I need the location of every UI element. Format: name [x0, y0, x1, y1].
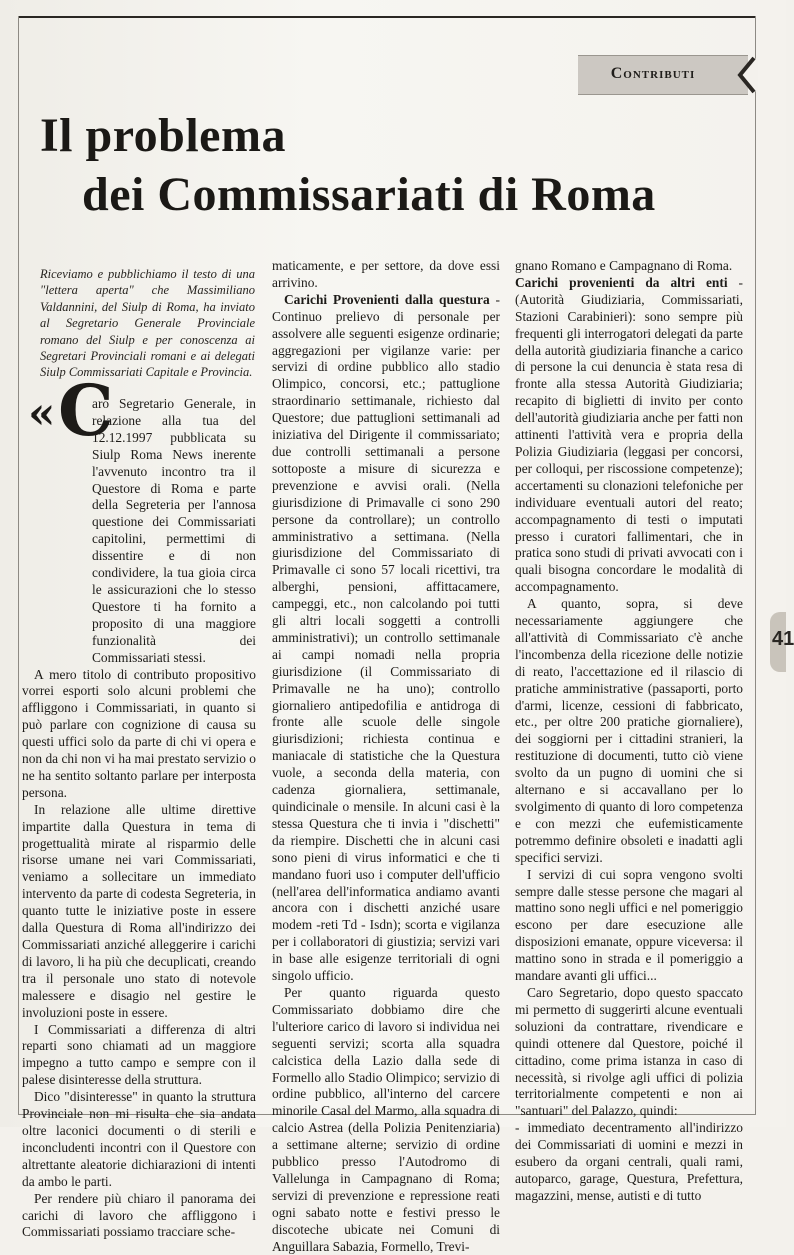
paragraph: A quanto, sopra, si deve necessariamente aggiungere che all'attività di Commissariato c'è anche l'incombenza della ricezione delle notizie di reato, l'accettazione ed il rilascio di pratiche amministrative (passaporti, porto d'armi, licenze, cessioni di fabbricato, etc., per oltre 200 pratiche giornaliere), dei soggiorni per i cittadini stranieri, la restituzione di documenti, tutto ciò viene svolto da un pugno di uomini che si alternano e si accavallano per lo svolgimento di quanto di loro competenza e con mezzi che eufemisticamente potremmo definire obsoleti e inadatti agli specifici servizi. [515, 596, 743, 865]
paragraph [272, 292, 500, 985]
section-tab [578, 55, 748, 95]
drop-cap: C [58, 369, 114, 452]
subheading: Carichi provenienti da altri enti [515, 274, 728, 290]
paragraph: maticamente, e per settore, da dove essi arrivino. [272, 258, 500, 290]
paragraph-text: - (Autorità Giudiziaria, Commissariati, Stazioni Carabinieri): sono sempre più frequenti gli interrogatori delegati da parte della autorità giudiziaria finanche a carico di persone la cui denuncia è stata resa di fronte alla stessa Autorità Giudiziaria; recapito di biglietti di invito per conto dell'autorità giudiziaria anche per fatti non attinenti l'attività vera e propria della Polizia Giudiziaria (leggasi per concorsi, per colloqui, per riscossione competenze); accertamenti su clonazioni telefoniche per individuare eventuali autori del reato; accompagnamento di testi o imputati presso i curatori fallimentari, che in pratica sono studi di privati avvocati con i quali bisogna concordare le modalità di accompagnamento. [515, 274, 743, 595]
article-intro: Riceviamo e pubblichiamo il testo di una "lettera aperta" che Massimiliano Valdannini, del Siulp di Roma, ha inviato al Segretario Generale Provinciale romano del Siulp e per conoscenza ai Segretari Provinciali romani e ai delegati Siulp Commissariati Capitale e Provincia. [40, 267, 255, 380]
paragraph: Per quanto riguarda questo Commissariato dobbiamo dire che l'ulteriore carico di lavoro si individua nei seguenti servizi; scorta alla squadra calcistica della Lazio dalla sede di Formello allo Stadio Olimpico; servizio di ordine pubblico, all'interno del carcere minorile Casal del Marmo, alla squadra di calcio Astrea (della Polizia Penitenziaria) a settimane alterne; servizio di ordine pubblico presso l'Autodromo di Vallelunga in Campagnano di Roma; servizi di prevenzione e repressione reati ogni sabato notte e festivi presso le discoteche ubicate nei Comuni di Anguillara Sabazia, Formello, Trevi- [272, 984, 500, 1254]
column-1 [22, 396, 256, 1241]
column-2 [272, 258, 500, 1255]
paragraph [515, 275, 743, 596]
top-rule [18, 16, 756, 18]
paragraph: aro Segretario Generale, in relazione alla tua del 12.12.1997 pubblicata su Siulp Roma News inerente l'avvenuto incontro tra il Questore di Roma e parte della Segreteria per l'annosa questione dei Commissariati capitolini, permettimi di dissentire e di non condividere, la tua gioia circa le assicurazioni che lo stesso Questore ti ha fornito a proposito di una maggiore funzionalità dei Commissariati stessi. [92, 396, 256, 665]
paragraph: gnano Romano e Campagnano di Roma. [515, 258, 733, 273]
right-rule [755, 16, 756, 1115]
section-label: Contributi [610, 65, 696, 82]
paragraph: Per rendere più chiaro il panorama dei carichi di lavoro che affliggono i Commissariati possiamo tracciare sche- [22, 1190, 256, 1240]
paragraph: I Commissariati a differenza di altri reparti sono chiamati ad un maggiore impegno a tutto campo e sempre con il palese disinteresse della struttura. [22, 1021, 256, 1088]
chevron-left-icon [730, 56, 758, 94]
left-rule [18, 16, 19, 1115]
paragraph: In relazione alle ultime direttive impartite dalla Questura in tema di progettualità mirate al risparmio delle risorse umane nei vari Commissariati, veniamo a sollecitare un immediato intervento da parte di codesta Segreteria, in quanto tutte le iniziative poste in essere dalla Questura di Roma all'indirizzo dei Commissariati anziché alleggerire i carichi di lavoro, li ha più che decuplicati, creando tra il personale uno stato di notevole malessere e disagio nel gestire le involuzioni poste in essere. [22, 801, 256, 1020]
column-3 [515, 258, 743, 1205]
opening-quote: « [28, 388, 56, 439]
paragraph-text: - Continuo prelievo di personale per assolvere alle seguenti esigenze ordinarie; aggregazioni per vigilanze varie: per servizi di ordine pubblico allo stadio Olimpico, concorsi, etc.; pattuglione straordinario settimanale, richiesto dal Questore; due pattuglioni settimanali ad iniziativa del Dirigente il commissariato; due controlli settimanali a persone sottoposte a misure di sicurezza e prevenzione e avvisi orali. (Nella giurisdizione di Primavalle ci sono 290 persone da controllare); un controllo amministrativo a settimana. (Nella giurisdizione del Commissariato di Primavalle ci sono 57 locali ricettivi, tra alberghi, pensioni, affittacamere, campeggi, etc., non calcolando poi tutti gli altri locali soggetti a controlli amministrativi); un controllo settimanale ai campi nomadi nella propria giurisdizione (il Commissariato di Primavalle ne ha uno); controllo giornaliero antipedofilia e antidroga di fronte alle scuole delle singole giurisdizioni; richiesta continua e maniacale di statistiche che la Questura vuole, a seconda della materia, con cadenza giornaliera, settimanale, quindicinale o mensile. In alcuni casi è la stessa Questura che ti invia i "dischetti" da riempire. Dischetti che in alcuni casi sono pieni di virus informatici e che ti mandano fuori uso i computer dell'ufficio (nell'area dell'informatica andiamo avanti ancora con i dischetti anziché usare modem -reti Td - Isdn); scorta e vigilanza per i collaboratori di giustizia; servizi vari in base alle esigenze territoriali di ogni singolo ufficio. [272, 291, 500, 984]
paragraph: I servizi di cui sopra vengono svolti sempre dalle stesse persone che magari al mattino sono negli uffici e nel pomeriggio escono per dare esecuzione alle disposizioni emanate, oppure viceversa: il mattino sono in strada e il pomeriggio a mandare avanti gli uffici... [515, 866, 743, 984]
article-title-line2: dei Commissariati di Roma [82, 168, 656, 221]
subheading: Carichi Provenienti dalla questura [284, 291, 490, 307]
article-title-line1: Il problema [40, 109, 286, 162]
paragraph: - immediato decentramento all'indirizzo dei Commissariati di uomini e mezzi in esubero da organi centrali, quali rami, autoparco, garage, Questura, Prefettura, magazzini, mense, autisti e di tutto [515, 1120, 743, 1203]
paragraph: Dico "disinteresse" in quanto la struttura Provinciale non mi risulta che sia andata oltre laconici documenti o di sterili e inconcludenti incontri con il Questore con altrettante aleatorie dichiarazioni di intenti da ambo le parti. [22, 1089, 256, 1189]
paragraph: Caro Segretario, dopo questo spaccato mi permetto di suggerirti alcune eventuali soluzioni da contrattare, rivendicare e quindi ottenere dal Questore, poiché il cittadino, come prima istanza in caso di necessità, si rivolge agli uffici di polizia territorialmente competenti e non ai "santuari" del Palazzo, quindi: [515, 984, 743, 1119]
page-number: 41 [772, 628, 794, 650]
paragraph: A mero titolo di contributo propositivo vorrei esporti solo alcuni problemi che affliggono i Commissariati, in quanto si può parlare con cognizione di causa su questi uffici solo da parte di chi vi opera e non da chi non vi ha mai prestato servizio o ne ha sentito soltanto parlare per interposta persona. [22, 666, 256, 800]
